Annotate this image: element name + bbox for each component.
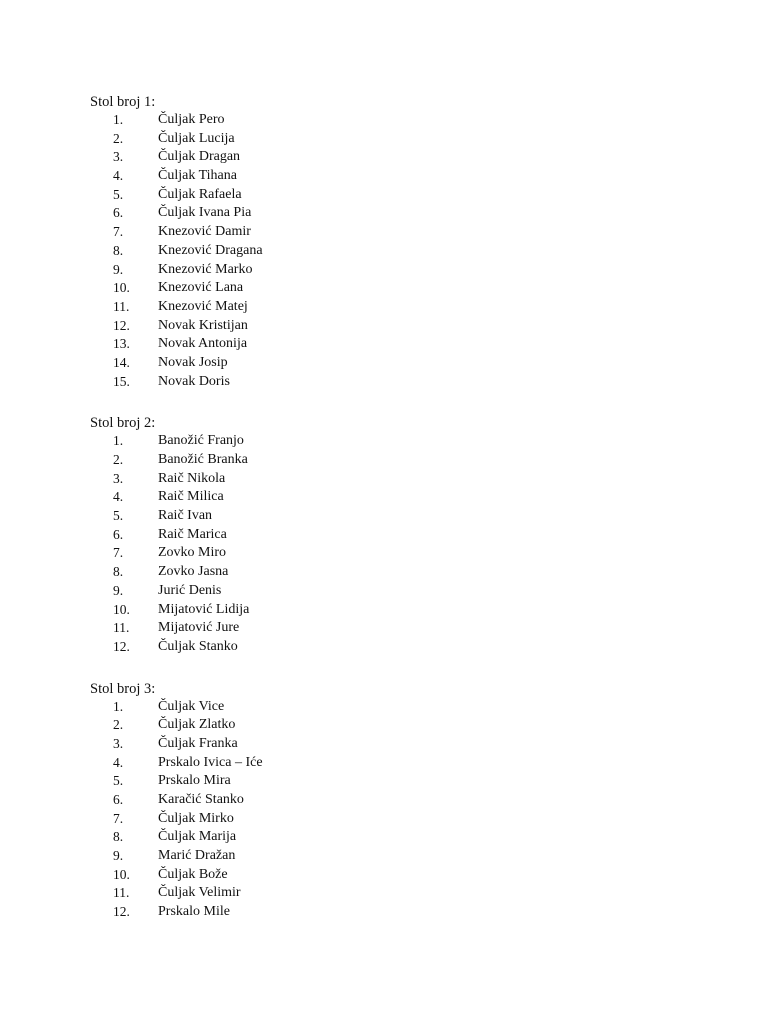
list-number: 4. — [113, 489, 124, 505]
list-number: 3. — [113, 149, 124, 165]
guest-name: Čuljak Stanko — [158, 638, 238, 654]
list-number: 6. — [113, 205, 124, 221]
guest-name: Knezović Damir — [158, 224, 251, 240]
list-item — [90, 544, 710, 563]
list-number: 11. — [113, 885, 130, 901]
list-item — [90, 791, 710, 810]
guest-name: Jurić Denis — [158, 582, 222, 598]
guest-list — [90, 111, 710, 391]
list-number: 11. — [113, 298, 130, 314]
list-item — [90, 526, 710, 545]
list-item — [90, 279, 710, 298]
guest-name: Knezović Matej — [158, 298, 248, 314]
list-item — [90, 903, 710, 922]
list-item — [90, 335, 710, 354]
list-item — [90, 373, 710, 392]
guest-name: Prskalo Ivica – Iće — [158, 754, 263, 770]
list-item — [90, 507, 710, 526]
list-item — [90, 754, 710, 773]
guest-name: Raič Nikola — [158, 470, 226, 486]
list-item — [90, 148, 710, 167]
guest-name: Raič Milica — [158, 489, 224, 505]
list-number: 5. — [113, 186, 124, 202]
guest-list — [90, 432, 710, 656]
list-number: 12. — [113, 317, 130, 333]
table-heading: Stol broj 2: — [90, 415, 156, 432]
list-number: 12. — [113, 638, 130, 654]
list-item — [90, 866, 710, 885]
guest-name: Novak Kristijan — [158, 317, 248, 333]
list-number: 6. — [113, 526, 124, 542]
guest-list — [90, 698, 710, 922]
list-item — [90, 828, 710, 847]
document-page — [90, 93, 710, 945]
guest-name: Čuljak Dragan — [158, 149, 241, 165]
guest-name: Čuljak Mirko — [158, 810, 234, 826]
table-section — [90, 93, 710, 391]
table-heading: Stol broj 3: — [90, 680, 156, 697]
list-item — [90, 354, 710, 373]
list-number: 9. — [113, 582, 124, 598]
list-number: 9. — [113, 261, 124, 277]
guest-name: Zovko Miro — [158, 545, 227, 561]
list-number: 5. — [113, 773, 124, 789]
list-number: 3. — [113, 470, 124, 486]
list-item — [90, 223, 710, 242]
list-number: 10. — [113, 866, 130, 882]
guest-name: Mijatović Jure — [158, 620, 240, 636]
table-heading: Stol broj 1: — [90, 94, 156, 110]
list-item — [90, 638, 710, 657]
list-number: 11. — [113, 620, 130, 636]
list-item — [90, 470, 710, 489]
list-number: 2. — [113, 130, 124, 146]
list-number: 10. — [113, 601, 130, 617]
guest-name: Čuljak Marija — [158, 829, 237, 845]
guest-name: Čuljak Rafaela — [158, 186, 242, 202]
guest-name: Marić Dražan — [158, 848, 236, 864]
table-section — [90, 414, 710, 656]
list-item — [90, 261, 710, 280]
guest-name: Knezović Marko — [158, 261, 253, 277]
list-number: 7. — [113, 810, 124, 826]
list-number: 15. — [113, 373, 130, 389]
list-item — [90, 847, 710, 866]
guest-name: Čuljak Pero — [158, 112, 225, 127]
list-item — [90, 488, 710, 507]
list-number: 5. — [113, 508, 124, 524]
list-number: 8. — [113, 829, 124, 845]
list-number: 3. — [113, 735, 124, 751]
list-item — [90, 242, 710, 261]
list-item — [90, 735, 710, 754]
guest-name: Prskalo Mile — [158, 904, 230, 920]
guest-name: Čuljak Vice — [158, 698, 225, 714]
list-item — [90, 298, 710, 317]
list-item — [90, 698, 710, 717]
list-item — [90, 130, 710, 149]
list-item — [90, 716, 710, 735]
guest-name: Čuljak Franka — [158, 735, 238, 751]
guest-name: Čuljak Lucija — [158, 130, 235, 146]
list-number: 7. — [113, 545, 124, 561]
list-number: 7. — [113, 224, 124, 240]
guest-name: Novak Antonija — [158, 336, 248, 352]
list-number: 12. — [113, 904, 130, 920]
guest-name: Čuljak Velimir — [158, 885, 241, 901]
guest-name: Knezović Dragana — [158, 242, 263, 258]
guest-name: Čuljak Bože — [158, 866, 228, 882]
guest-name: Raič Ivan — [158, 508, 213, 524]
guest-name: Mijatović Lidija — [158, 601, 250, 617]
guest-name: Raič Marica — [158, 526, 227, 542]
list-item — [90, 563, 710, 582]
list-item — [90, 601, 710, 620]
table-section — [90, 680, 710, 922]
guest-name: Čuljak Zlatko — [158, 717, 236, 733]
guest-name: Novak Doris — [158, 373, 230, 389]
list-number: 2. — [113, 717, 124, 733]
guest-name: Banožić Franjo — [158, 433, 244, 449]
list-item — [90, 186, 710, 205]
list-item — [90, 317, 710, 336]
guest-name: Čuljak Tihana — [158, 168, 237, 184]
list-item — [90, 111, 710, 130]
list-number: 1. — [113, 433, 124, 449]
list-item — [90, 432, 710, 451]
guest-name: Karačić Stanko — [158, 792, 244, 807]
list-number: 1. — [113, 112, 124, 127]
guest-name: Banožić Branka — [158, 452, 248, 467]
list-item — [90, 772, 710, 791]
list-number: 8. — [113, 564, 124, 580]
list-item — [90, 619, 710, 638]
guest-name: Zovko Jasna — [158, 564, 229, 580]
list-item — [90, 204, 710, 223]
list-number: 13. — [113, 336, 130, 352]
list-item — [90, 582, 710, 601]
guest-name: Čuljak Ivana Pia — [158, 205, 252, 221]
guest-name: Novak Josip — [158, 354, 228, 370]
list-item — [90, 167, 710, 186]
list-item — [90, 810, 710, 829]
guest-name: Knezović Lana — [158, 280, 244, 296]
list-number: 9. — [113, 848, 124, 864]
list-number: 14. — [113, 354, 130, 370]
list-number: 4. — [113, 168, 124, 184]
list-number: 8. — [113, 242, 124, 258]
list-number: 2. — [113, 452, 124, 467]
list-number: 4. — [113, 754, 124, 770]
list-number: 10. — [113, 280, 130, 296]
list-number: 6. — [113, 792, 124, 807]
guest-name: Prskalo Mira — [158, 773, 231, 789]
list-item — [90, 451, 710, 470]
list-number: 1. — [113, 698, 124, 714]
list-item — [90, 884, 710, 903]
